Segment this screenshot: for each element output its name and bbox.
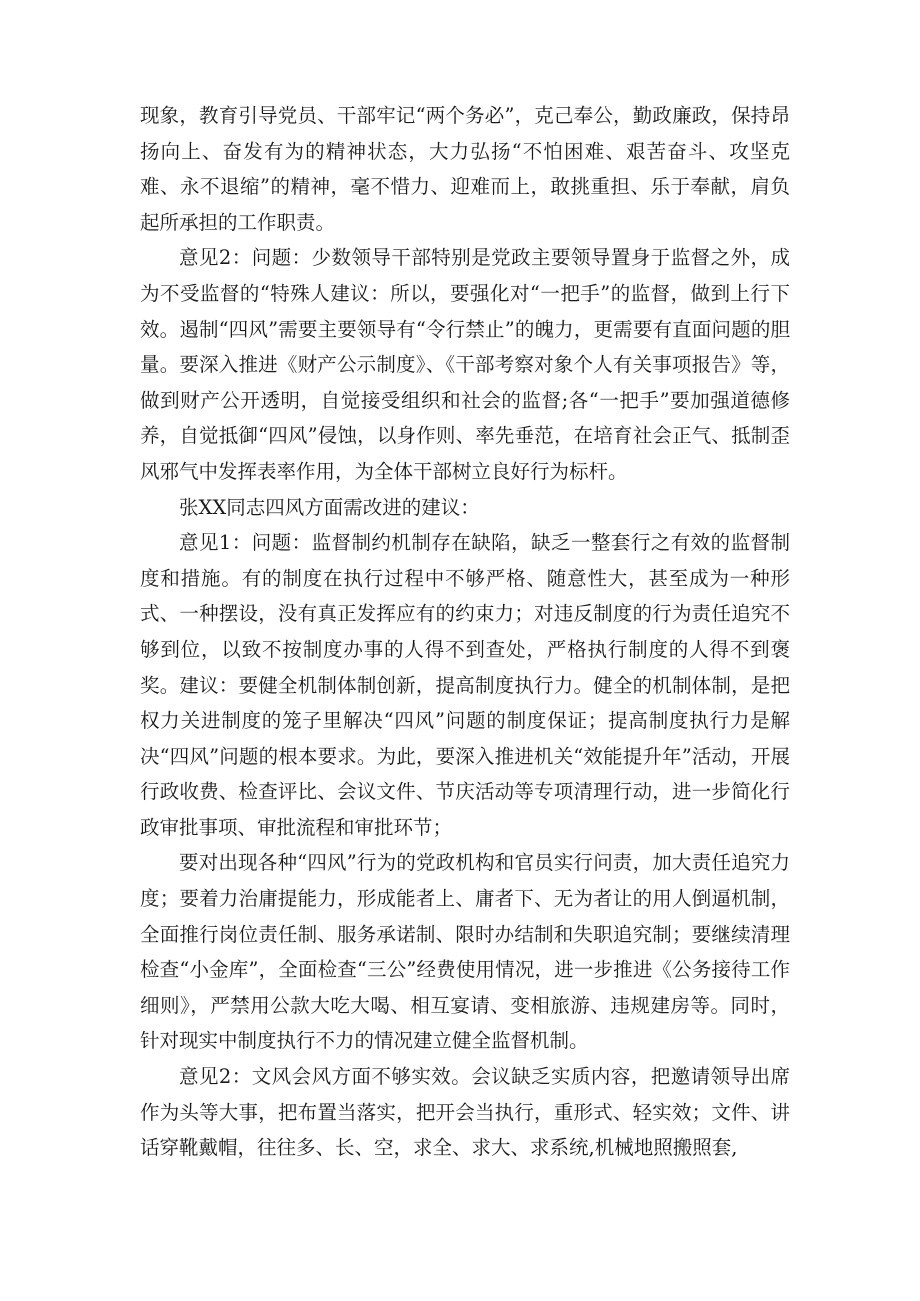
paragraph-2: 意见2：问题：少数领导干部特别是党政主要领导置身于监督之外，成为不受监督的“特殊人建议：所以，要强化对“一把手”的监督，做到上行下效。遏制“四风”需要主要领导有“令行禁止”的魄力，更需要有直面问题的胆量。要深入推进《财产公示制度》、《干部考察对象个人有关事项报告》等，做到财产公开透明，自觉接受组织和社会的监督;各“一把手”要加强道德修养，自觉抵御“四风”侵蚀，以身作则、率先垂范，在培育社会正气、抵制歪风邪气中发挥表率作用，为全体干部树立良好行为标杆。 <box>140 246 790 483</box>
paragraph-4: 意见1：问题：监督制约机制存在缺陷，缺乏一整套行之有效的监督制度和措施。有的制度在执行过程中不够严格、随意性大，甚至成为一种形式、一种摆设，没有真正发挥应有的约束力；对违反制度的行为责任追究不够到位，以致不按制度办事的人得不到查处，严格执行制度的人得不到褒奖。建议：要健全机制体制创新，提高制度执行力。健全的机制体制，是把权力关进制度的笼子里解决“四风”问题的制度保证；提高制度执行力是解决“四风”问题的根本要求。为此，要深入推进机关“效能提升年”活动，开展行政收费、检查评比、会议文件、节庆活动等专项清理行动，进一步简化行政审批事项、审批流程和审批环节； <box>140 531 790 839</box>
paragraph-1: 现象，教育引导党员、干部牢记“两个务必”，克己奉公，勤政廉政，保持昂扬向上、奋发有为的精神状态，大力弘扬“不怕困难、艰苦奋斗、攻坚克难、永不退缩”的精神，毫不惜力、迎难而上，敢挑重担、乐于奉献，肩负起所承担的工作职责。 <box>140 104 790 234</box>
document-body <box>140 98 790 1166</box>
paragraph-3: 张XX同志四风方面需改进的建议： <box>179 495 480 519</box>
paragraph-5: 要对出现各种“四风”行为的党政机构和官员实行问责，加大责任追究力度；要着力治庸提能力，形成能者上、庸者下、无为者让的用人倒逼机制，全面推行岗位责任制、服务承诺制、限时办结制和失职追究制；要继续清理检查“小金库”，全面检查“三公”经费使用情况，进一步推进《公务接待工作细则》，严禁用公款大吃大喝、相互宴请、变相旅游、违规建房等。同时，针对现实中制度执行不力的情况建立健全监督机制。 <box>140 851 790 1053</box>
paragraph-6: 意见2：文风会风方面不够实效。会议缺乏实质内容，把邀请领导出席作为头等大事，把布置当落实，把开会当执行，重形式、轻实效；文件、讲话穿靴戴帽，往往多、长、空，求全、求大、求系统,机械地照搬照套, <box>140 1065 790 1160</box>
